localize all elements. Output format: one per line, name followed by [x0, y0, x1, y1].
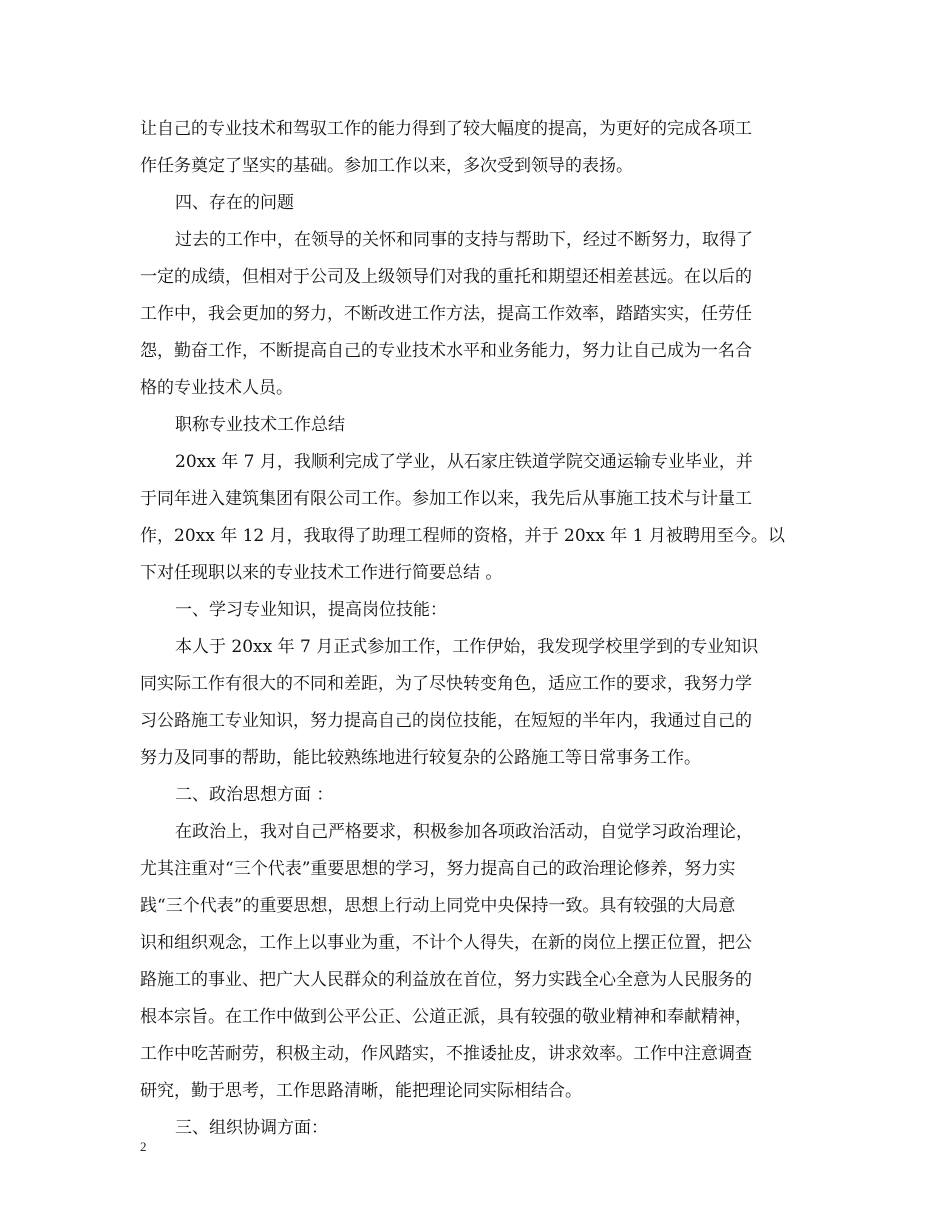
section-heading: 四、存在的问题: [175, 193, 294, 213]
text-line: 根本宗旨。在工作中做到公平公正、公道正派，具有较强的敬业精神和奉献精神，: [140, 1007, 752, 1027]
page-number: 2: [140, 1139, 147, 1154]
text-line: 践“三个代表”的重要思想，思想上行动上同党中央保持一致。具有较强的大局意: [140, 896, 736, 916]
document-title: 职称专业技术工作总结: [175, 415, 345, 435]
text-line: 格的专业技术人员。: [140, 378, 293, 398]
text-line: 习公路施工专业知识，努力提高自己的岗位技能，在短短的半年内，我通过自己的: [140, 711, 752, 731]
text-line: 20xx 年 7 月，我顺利完成了学业，从石家庄铁道学院交通运输专业毕业，并: [175, 452, 753, 472]
text-line: 过去的工作中，在领导的关怀和同事的支持与帮助下，经过不断努力，取得了: [175, 230, 753, 250]
section-heading: 一、学习专业知识，提高岗位技能：: [175, 600, 447, 620]
text-line: 下对任现职以来的专业技术工作进行简要总结 。: [140, 563, 503, 583]
text-line: 怨，勤奋工作，不断提高自己的专业技术水平和业务能力，努力让自己成为一名合: [140, 341, 752, 361]
text-line: 工作中，我会更加的努力，不断改进工作方法，提高工作效率，踏踏实实，任劳任: [140, 304, 752, 324]
text-line: 本人于 20xx 年 7 月正式参加工作，工作伊始，我发现学校里学到的专业知识: [175, 637, 759, 657]
section-heading: 三、组织协调方面：: [175, 1118, 328, 1138]
text-line: 路施工的事业、把广大人民群众的利益放在首位，努力实践全心全意为人民服务的: [140, 970, 752, 990]
text-line: 于同年进入建筑集团有限公司工作。参加工作以来，我先后从事施工技术与计量工: [140, 489, 752, 509]
text-line: 一定的成绩，但相对于公司及上级领导们对我的重托和期望还相差甚远。在以后的: [140, 267, 752, 287]
text-line: 作任务奠定了坚实的基础。参加工作以来，多次受到领导的表扬。: [140, 156, 633, 176]
text-line: 在政治上，我对自己严格要求，积极参加各项政治活动，自觉学习政治理论，: [175, 822, 753, 842]
text-line: 工作中吃苦耐劳，积极主动，作风踏实，不推诿扯皮，讲求效率。工作中注意调查: [140, 1044, 752, 1064]
text-line: 作，20xx 年 12 月，我取得了助理工程师的资格，并于 20xx 年 1 月被聘用至今。以: [140, 526, 785, 546]
text-line: 努力及同事的帮助，能比较熟练地进行较复杂的公路施工等日常事务工作。: [140, 748, 701, 768]
text-line: 研究，勤于思考，工作思路清晰，能把理论同实际相结合。: [140, 1081, 582, 1101]
text-line: 同实际工作有很大的不同和差距，为了尽快转变角色，适应工作的要求，我努力学: [140, 674, 752, 694]
text-line: 识和组织观念，工作上以事业为重，不计个人得失，在新的岗位上摆正位置，把公: [140, 933, 752, 953]
text-line: 让自己的专业技术和驾驭工作的能力得到了较大幅度的提高，为更好的完成各项工: [140, 119, 752, 139]
text-line: 尤其注重对“三个代表”重要思想的学习，努力提高自己的政治理论修养，努力实: [140, 859, 736, 879]
section-heading: 二、政治思想方面 ：: [175, 785, 334, 805]
